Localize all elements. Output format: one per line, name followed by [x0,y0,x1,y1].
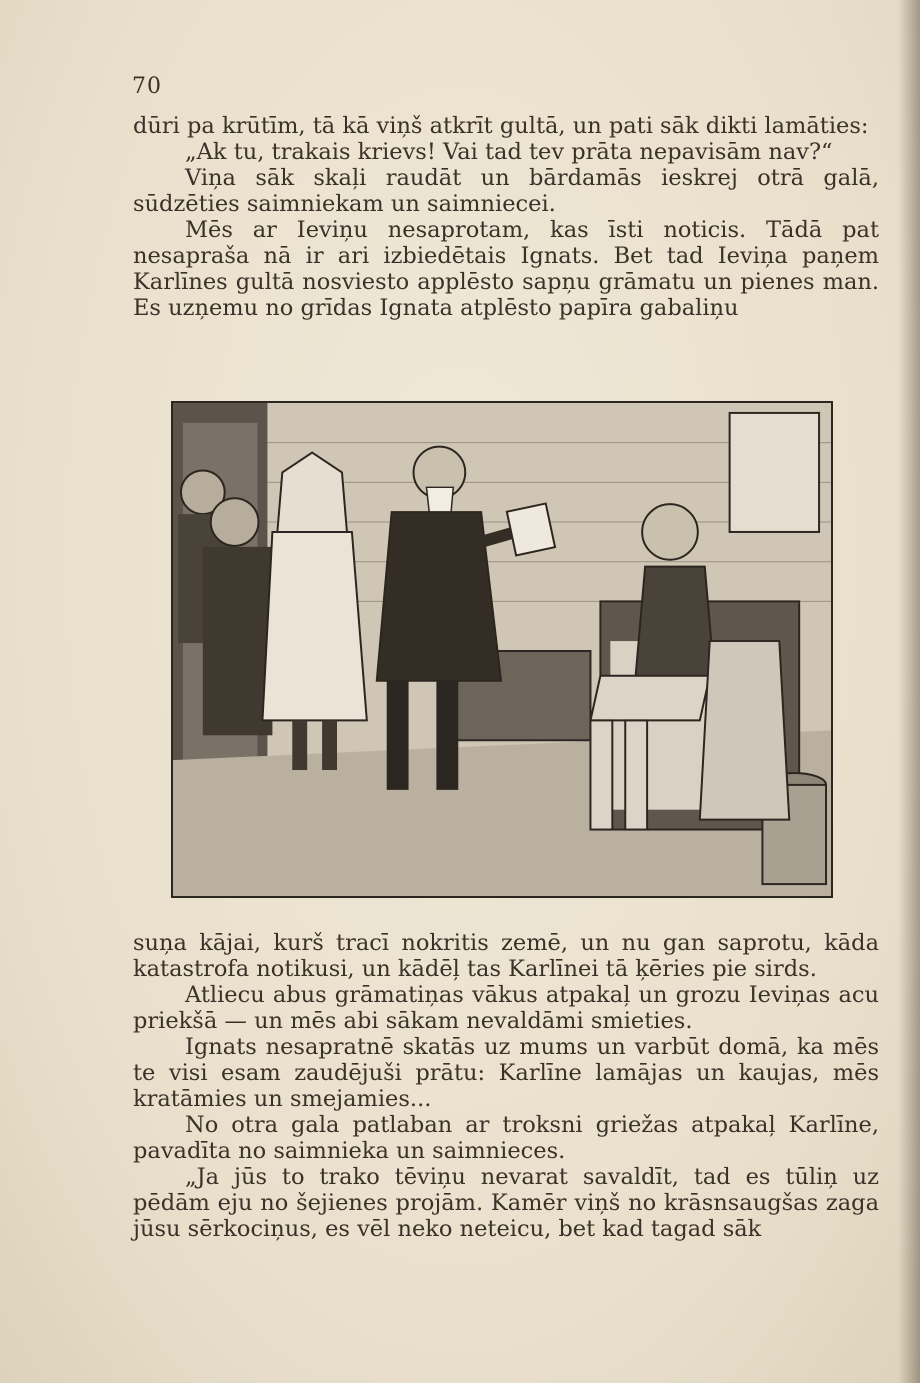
bottom-text-block [133,930,879,1242]
illustration-drawing [173,403,831,896]
top-text-block [133,113,879,321]
paragraph: „Ja jūs to trako tēviņu nevarat savaldīt, tad es tūliņ uz pēdām eju no šejienes projām. Kamēr viņš no krāsnsaugšas zaga jūsu sērkociņus, es vēl neko neteicu, bet kad tagad sāk [133,1164,879,1242]
paragraph: Viņa sāk skaļi raudāt un bārdamās ieskrej otrā galā, sūdzēties saimniekam un saimniecei. [133,165,879,217]
paragraph: dūri pa krūtīm, tā kā viņš atkrīt gultā, un pati sāk dikti lamāties: [133,113,869,139]
paragraph: „Ak tu, trakais krievs! Vai tad tev prāta nepavisām nav?“ [185,139,833,165]
paragraph: Atliecu abus grāmatiņas vākus atpakaļ un grozu Ieviņas acu priekšā — un mēs abi sākam nevaldāmi smieties. [133,982,879,1034]
paragraph: No otra gala patlaban ar troksni griežas atpakaļ Karlīne, pavadīta no saimnieka un saimnieces. [133,1112,879,1164]
page-edge-shadow [898,0,920,1383]
paragraph: Mēs ar Ieviņu nesaprotam, kas īsti noticis. Tādā pat nesapraša nā ir ari izbiedētais Ignats. Bet tad Ieviņa paņem Karlīnes gultā nosviesto applēsto sapņu grāmatu un pienes man. Es uzņemu no grīdas Ignata atplēsto papīra gabaliņu [133,217,879,321]
paragraph: Ignats nesapratnē skatās uz mums un varbūt domā, ka mēs te visi esam zaudējuši prātu: Karlīne lamājas un kaujas, mēs kratāmies un smejamies... [133,1034,879,1112]
illustration [171,401,833,898]
paragraph: suņa kājai, kurš tracī nokritis zemē, un nu gan saprotu, kāda katastrofa notikusi, un kādēļ tas Karlīnei tā ķēries pie sirds. [133,930,879,982]
page-number: 70 [132,74,162,99]
